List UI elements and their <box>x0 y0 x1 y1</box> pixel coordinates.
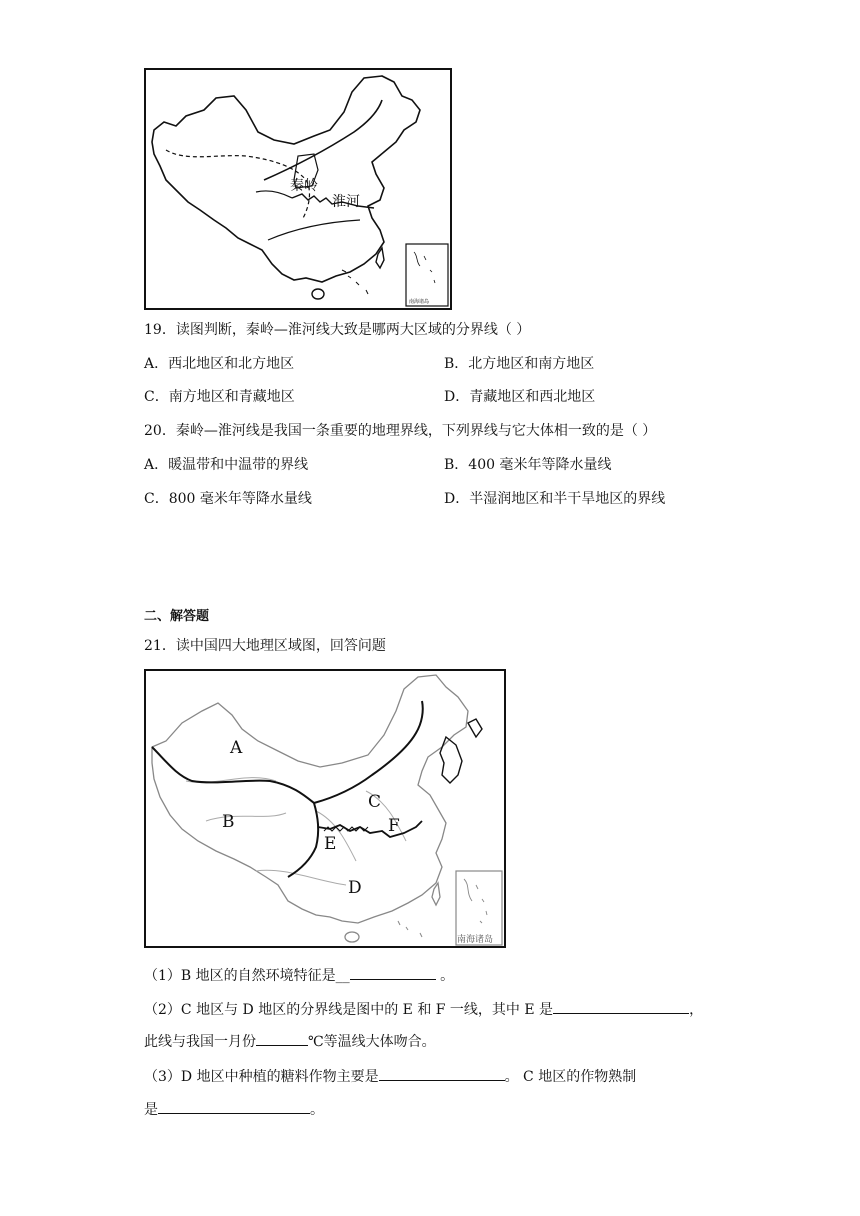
dashed-boundary <box>166 150 309 220</box>
region-c-label: C <box>368 792 382 812</box>
hainan-island <box>345 932 359 942</box>
south-china-sea-inset <box>406 244 448 306</box>
q21-part3-blank-a[interactable] <box>379 1066 505 1081</box>
q21-part3-continued: 是 。 <box>144 1099 324 1120</box>
q19-option-a[interactable]: A．西北地区和北方地区 <box>144 356 295 372</box>
line-e-label: E <box>324 834 337 854</box>
q19-option-b[interactable]: B．北方地区和南方地区 <box>444 356 595 372</box>
q21-part2-continued: 此线与我国一月份 ℃等温线大体吻合。 <box>144 1031 436 1052</box>
region-b-label: B <box>222 812 235 832</box>
q19-option-d[interactable]: D．青藏地区和西北地区 <box>444 389 596 405</box>
q21-part2-blank-b[interactable] <box>603 999 689 1014</box>
northwest-boundary <box>314 701 423 803</box>
q21-part2-blank-temp[interactable] <box>256 1031 308 1046</box>
north-boundary <box>264 100 382 180</box>
q20-option-b[interactable]: B．400 毫米年等降水量线 <box>444 457 612 473</box>
qinling-label: 秦岭 <box>290 178 318 194</box>
section-title: 二、解答题 <box>144 609 210 624</box>
q20-option-a[interactable]: A．暖温带和中温带的界线 <box>144 457 309 473</box>
svg-text:南海诸岛: 南海诸岛 <box>457 935 494 945</box>
q20-stem: 20．秦岭—淮河线是我国一条重要的地理界线，下列界线与它大体相一致的是（ ） <box>144 423 657 439</box>
china-outline-map-2 <box>146 671 504 946</box>
line-f-label: F <box>388 816 400 836</box>
q21-part1: （1）B 地区的自然环境特征是__ 。 <box>144 965 454 986</box>
region-d-label: D <box>348 878 362 898</box>
qinghai-tibet-boundary <box>288 803 318 877</box>
q21-stem: 21．读中国四大地理区域图，回答问题 <box>144 638 386 654</box>
four-regions-map <box>144 669 506 948</box>
q21-part2: （2）C 地区与 D 地区的分界线是图中的 E 和 F 一线，其中 E 是 ， <box>144 999 703 1020</box>
svg-text:南海诸岛: 南海诸岛 <box>409 299 430 305</box>
q21-part1-blank[interactable] <box>350 965 436 980</box>
q20-option-d[interactable]: D．半湿润地区和半干旱地区的界线 <box>444 491 666 507</box>
qinling-huaihe-map <box>144 68 452 310</box>
q20-option-c[interactable]: C．800 毫米年等降水量线 <box>144 491 312 507</box>
taiwan-island <box>432 883 440 905</box>
huaihe-label: 淮河 <box>332 194 360 210</box>
china-outline-map-1 <box>146 70 450 308</box>
q21-part3-blank-b[interactable] <box>158 1099 310 1114</box>
q19-option-c[interactable]: C．南方地区和青藏地区 <box>144 389 295 405</box>
hainan-island <box>312 289 324 299</box>
south-china-sea-inset <box>456 871 502 945</box>
korea-outline <box>440 737 462 783</box>
region-a-label: A <box>230 738 243 758</box>
q19-stem: 19．读图判断，秦岭—淮河线大致是哪两大区域的分界线（ ） <box>144 322 531 338</box>
q21-part3: （3）D 地区中种植的糖料作物主要是 。 C 地区的作物熟制 <box>144 1066 636 1087</box>
q21-part2-blank-a[interactable] <box>553 999 603 1014</box>
